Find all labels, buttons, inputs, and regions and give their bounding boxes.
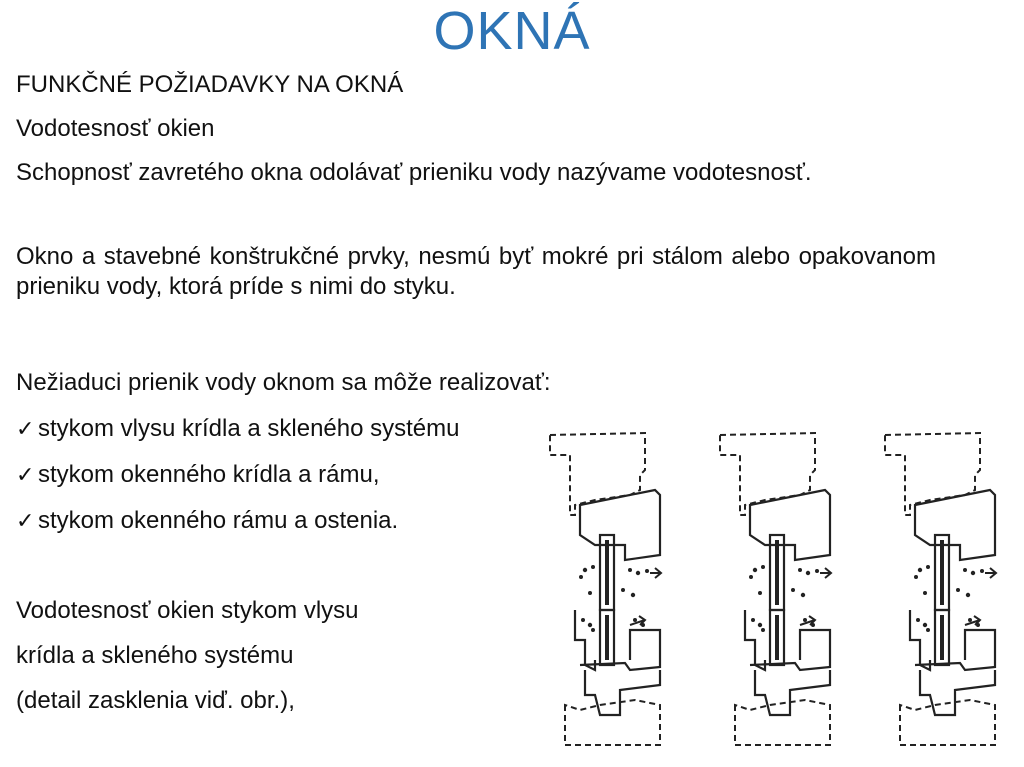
closing-line-2: krídla a skleného systému — [16, 642, 294, 669]
slide-title: OKNÁ — [433, 1, 591, 61]
heading: FUNKČNÉ POŽIADAVKY NA OKNÁ — [16, 71, 404, 98]
checkmark-icon: ✓ — [16, 416, 35, 441]
list-item-text: stykom vlysu krídla a skleného systému — [38, 415, 460, 442]
list-item-text: stykom okenného krídla a rámu, — [38, 461, 380, 488]
subheading: Vodotesnosť okien — [16, 115, 215, 142]
checkmark-icon: ✓ — [16, 508, 35, 533]
closing-line-3: (detail zasklenia viď. obr.), — [16, 687, 295, 714]
paragraph-definition: Schopnosť zavretého okna odolávať prieniku vody nazývame vodotesnosť. — [16, 159, 812, 186]
window-section-diagram — [535, 415, 1015, 755]
paragraph-requirements: Okno a stavebné konštrukčné prvky, nesmú byť mokré pri stálom alebo opakovanom prieniku vody, ktorá príde s nimi do styku. — [16, 243, 936, 300]
list-item-text: stykom okenného rámu a ostenia. — [38, 507, 399, 534]
closing-line-1: Vodotesnosť okien stykom vlysu — [16, 597, 359, 624]
checkmark-icon: ✓ — [16, 462, 35, 487]
list-intro: Nežiaduci prienik vody oknom sa môže realizovať: — [16, 369, 551, 396]
